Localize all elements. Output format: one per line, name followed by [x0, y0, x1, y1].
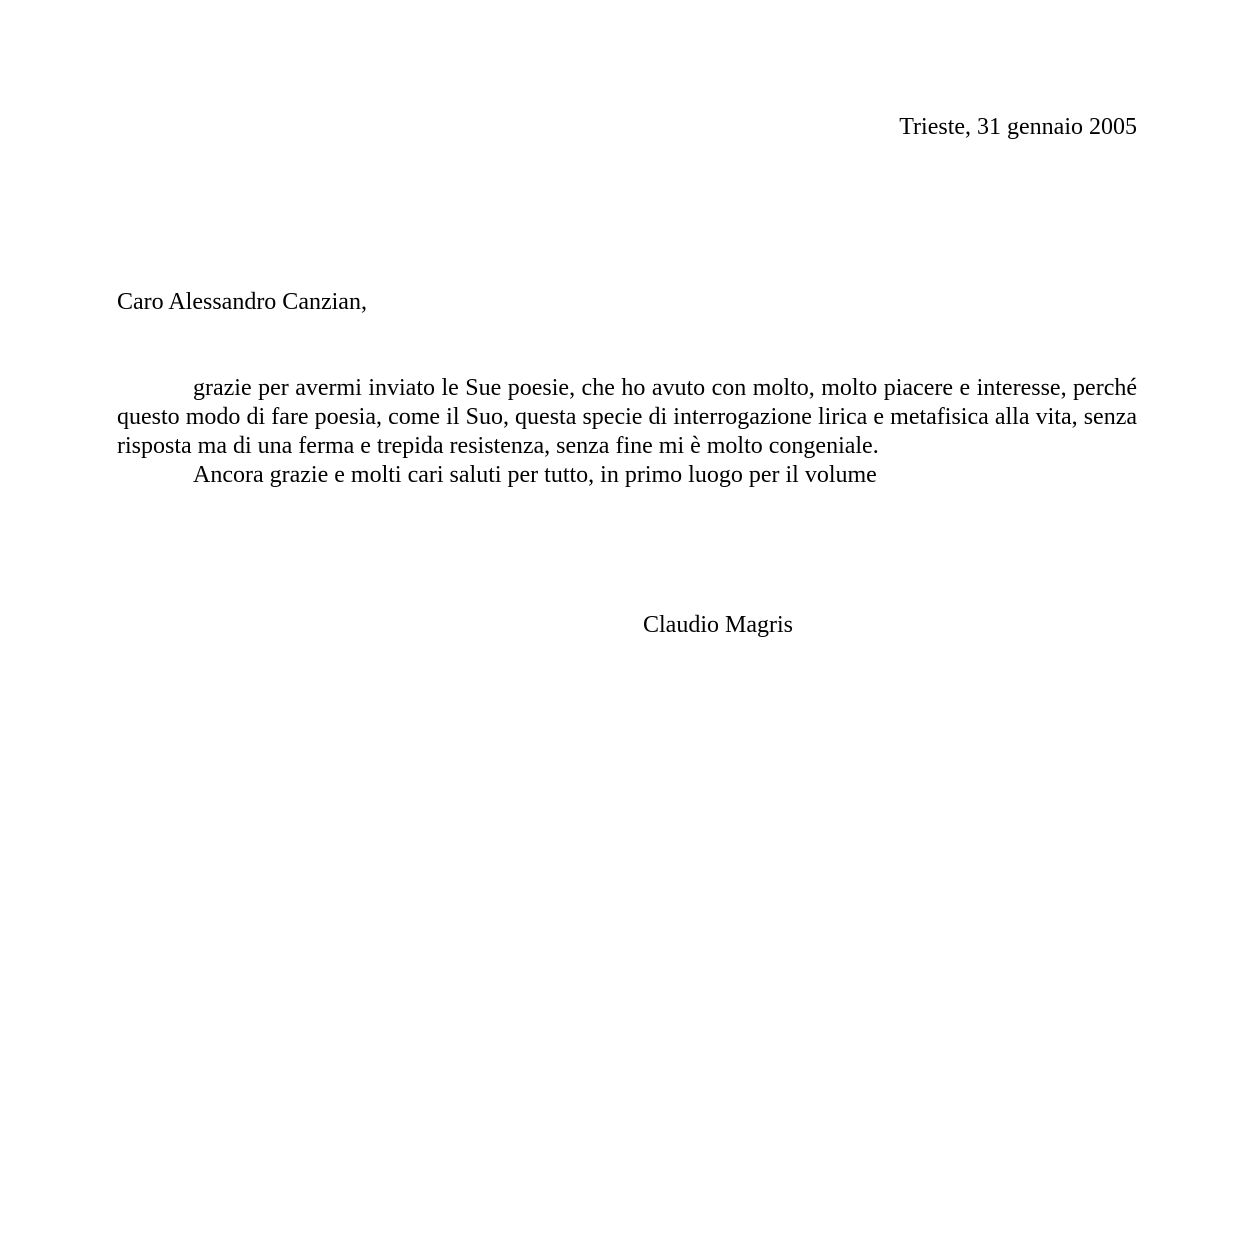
body-paragraph-2: Ancora grazie e molti cari saluti per tutto, in primo luogo per il volume [193, 462, 877, 488]
body-paragraph-1: grazie per avermi inviato le Sue poesie, che ho avuto con molto, molto piacere e interesse, perché questo modo di fare poesia, come il Suo, questa specie di interrogazione lirica e metafisica alla vita, senza risposta ma di una ferma e trepida resistenza, senza fine mi è molto congeniale. [117, 375, 1137, 459]
date-line: Trieste, 31 gennaio 2005 [899, 114, 1137, 140]
salutation: Caro Alessandro Canzian, [117, 289, 367, 315]
letter-body [117, 374, 1137, 490]
signature: Claudio Magris [643, 612, 793, 638]
